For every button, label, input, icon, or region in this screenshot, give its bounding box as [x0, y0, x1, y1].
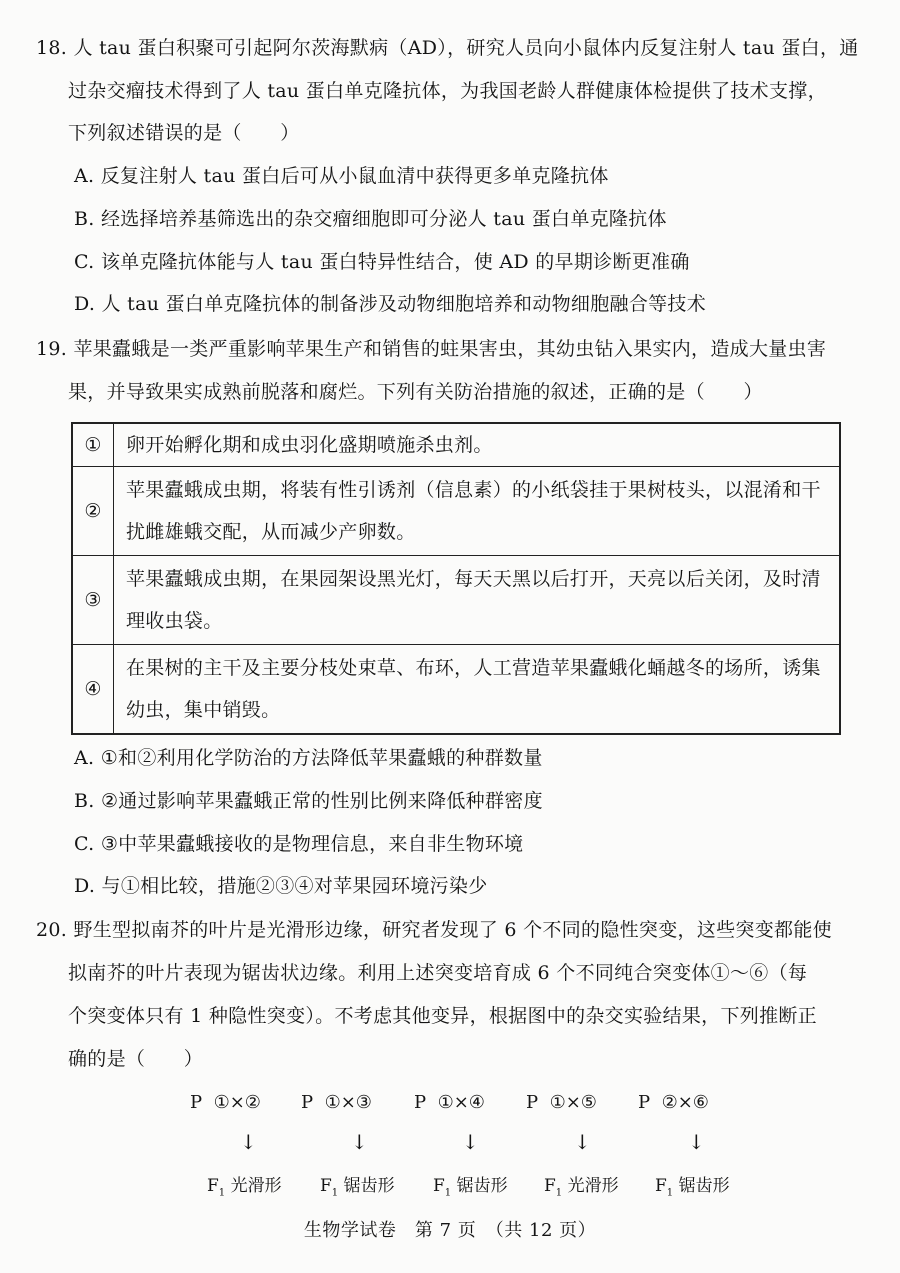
q18-option-c: C. 该单克隆抗体能与人 tau 蛋白特异性结合，使 AD 的早期诊断更准确 — [74, 251, 690, 273]
measure-number: ③ — [72, 556, 114, 645]
p-label: P — [414, 1092, 427, 1113]
q19-stem-line-1: 19. 苹果蠹蛾是一类严重影响苹果生产和销售的蛀果害虫，其幼虫钻入果实内，造成大量虫害 — [36, 338, 827, 360]
measure-text: 在果树的主干及主要分枝处束草、布环，人工营造苹果蠹蛾化蛹越冬的场所，诱集幼虫，集中销毁。 — [114, 645, 841, 735]
phenotype: 锯齿形 — [343, 1176, 395, 1196]
q19-option-b: B. ②通过影响苹果蠹蛾正常的性别比例来降低种群密度 — [74, 790, 543, 812]
q18-option-a: A. 反复注射人 tau 蛋白后可从小鼠血清中获得更多单克隆抗体 — [74, 165, 609, 187]
down-arrow-icon: ↓ — [688, 1130, 705, 1154]
q18-option-d: D. 人 tau 蛋白单克隆抗体的制备涉及动物细胞培养和动物细胞融合等技术 — [74, 293, 707, 315]
measure-text: 卵开始孵化期和成虫羽化盛期喷施杀虫剂。 — [114, 423, 841, 467]
q19-option-c: C. ③中苹果蠹蛾接收的是物理信息，来自非生物环境 — [74, 833, 524, 855]
q19-stem-line-2: 果，并导致果实成熟前脱落和腐烂。下列有关防治措施的叙述，正确的是（ ） — [68, 381, 763, 403]
p-label: P — [638, 1092, 651, 1113]
table-row — [72, 556, 840, 645]
cross-parents — [638, 1092, 709, 1113]
f-label: F — [433, 1176, 445, 1196]
f1-result — [433, 1171, 508, 1198]
f-subscript: 1 — [555, 1187, 563, 1199]
f1-result — [544, 1171, 619, 1198]
f1-result — [655, 1171, 730, 1198]
q20-stem-line-3: 个突变体只有 1 种隐性突变）。不考虑其他变异，根据图中的杂交实验结果，下列推断正 — [68, 1005, 817, 1027]
f-subscript: 1 — [331, 1187, 339, 1199]
cross-pair: ①×③ — [324, 1092, 372, 1113]
q20-stem-line-4: 确的是（ ） — [68, 1048, 204, 1070]
q18-option-b: B. 经选择培养基筛选出的杂交瘤细胞即可分泌人 tau 蛋白单克隆抗体 — [74, 208, 667, 230]
q18-stem-line-2: 过杂交瘤技术得到了人 tau 蛋白单克隆抗体，为我国老龄人群健康体检提供了技术支撑， — [68, 80, 827, 102]
measure-number: ② — [72, 467, 114, 556]
down-arrow-icon: ↓ — [574, 1130, 591, 1154]
cross-pair: ①×④ — [437, 1092, 485, 1113]
f-subscript: 1 — [666, 1187, 674, 1199]
cross-pair: ①×② — [213, 1092, 261, 1113]
p-label: P — [190, 1092, 203, 1113]
cross-pair: ②×⑥ — [661, 1092, 709, 1113]
phenotype: 锯齿形 — [678, 1176, 730, 1196]
f-label: F — [207, 1176, 219, 1196]
table-row — [72, 467, 840, 556]
table-row — [72, 423, 840, 467]
phenotype: 光滑形 — [567, 1176, 619, 1196]
q18-stem-line-3: 下列叙述错误的是（ ） — [68, 122, 300, 144]
cross-parents — [301, 1092, 372, 1113]
cross-parents — [414, 1092, 485, 1113]
p-label: P — [526, 1092, 539, 1113]
q19-measures-table — [71, 422, 841, 735]
q20-stem-line-2: 拟南芥的叶片表现为锯齿状边缘。利用上述突变培育成 6 个不同纯合突变体①～⑥（每 — [68, 962, 808, 984]
f1-result — [207, 1171, 282, 1198]
down-arrow-icon: ↓ — [240, 1130, 257, 1154]
f-label: F — [655, 1176, 667, 1196]
down-arrow-icon: ↓ — [351, 1130, 368, 1154]
q20-stem-line-1: 20. 野生型拟南芥的叶片是光滑形边缘，研究者发现了 6 个不同的隐性突变，这些突变都能使 — [36, 919, 832, 941]
q18-stem-line-1: 18. 人 tau 蛋白积聚可引起阿尔茨海默病（AD），研究人员向小鼠体内反复注射人 tau 蛋白，通 — [36, 37, 859, 59]
q19-option-a: A. ①和②利用化学防治的方法降低苹果蠹蛾的种群数量 — [74, 747, 543, 769]
f-label: F — [320, 1176, 332, 1196]
phenotype: 锯齿形 — [456, 1176, 508, 1196]
measure-text: 苹果蠹蛾成虫期，将装有性引诱剂（信息素）的小纸袋挂于果树枝头，以混淆和干扰雌雄蛾交配，从而减少产卵数。 — [114, 467, 841, 556]
page-footer: 生物学试卷 第 7 页 （共 12 页） — [303, 1220, 597, 1241]
f-subscript: 1 — [218, 1187, 226, 1199]
down-arrow-icon: ↓ — [462, 1130, 479, 1154]
cross-parents — [190, 1092, 261, 1113]
measure-text: 苹果蠹蛾成虫期，在果园架设黑光灯，每天天黑以后打开，天亮以后关闭，及时清理收虫袋。 — [114, 556, 841, 645]
measure-number: ④ — [72, 645, 114, 735]
cross-parents — [526, 1092, 597, 1113]
measure-number: ① — [72, 423, 114, 467]
cross-pair: ①×⑤ — [549, 1092, 597, 1113]
p-label: P — [301, 1092, 314, 1113]
f1-result — [320, 1171, 395, 1198]
q19-option-d: D. 与①相比较，措施②③④对苹果园环境污染少 — [74, 875, 488, 897]
f-label: F — [544, 1176, 556, 1196]
f-subscript: 1 — [444, 1187, 452, 1199]
phenotype: 光滑形 — [230, 1176, 282, 1196]
table-row — [72, 645, 840, 735]
